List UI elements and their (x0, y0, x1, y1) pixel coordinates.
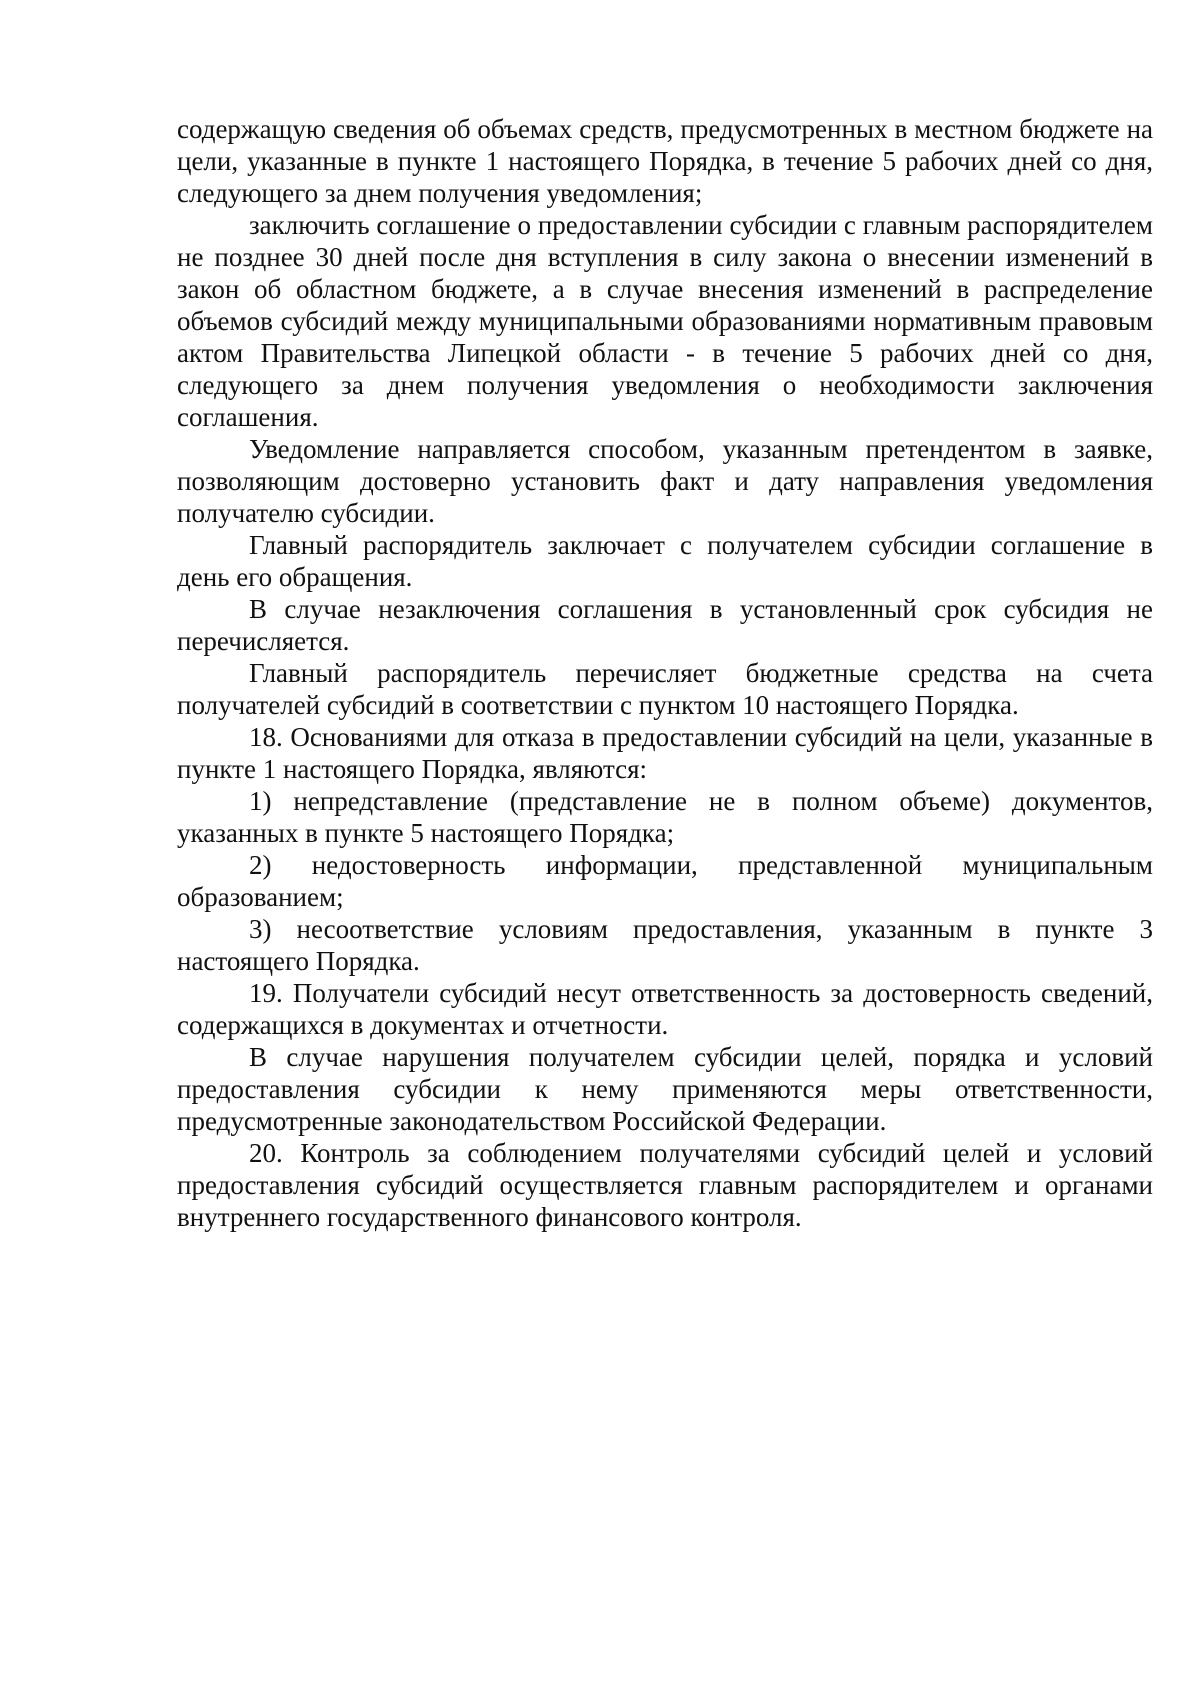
paragraph-no-agreement: В случае незаключения соглашения в установленный срок субсидия не перечисляется. (177, 594, 1153, 656)
paragraph-reason-2: 2) недостоверность информации, представленной муниципальным образованием; (177, 850, 1153, 912)
paragraph-reason-1: 1) непредставление (представление не в полном объеме) документов, указанных в пункте 5 настоящего Порядка; (177, 786, 1153, 848)
document-body (177, 113, 1153, 1233)
paragraph-agreement-day: Главный распорядитель заключает с получателем субсидии соглашение в день его обращения. (177, 530, 1153, 592)
paragraph-continuation: содержащую сведения об объемах средств, предусмотренных в местном бюджете на цели, указанные в пункте 1 настоящего Порядка, в течение 5 рабочих дней со дня, следующего за днем получения уведомления; (177, 114, 1153, 208)
paragraph-transfer: Главный распорядитель перечисляет бюджетные средства на счета получателей субсидий в соответствии с пунктом 10 настоящего Порядка. (177, 658, 1153, 720)
paragraph-item-20: 20. Контроль за соблюдением получателями субсидий целей и условий предоставления субсидий осуществляется главным распорядителем и органами внутреннего государственного финансового контроля. (177, 1138, 1153, 1232)
paragraph-agreement: заключить соглашение о предоставлении субсидии с главным распорядителем не позднее 30 дней после дня вступления в силу закона о внесении изменений в закон об областном бюджете, а в случае внесения изменений в распределение объемов субсидий между муниципальными образованиями нормативным правовым актом Правительства Липецкой области - в течение 5 рабочих дней со дня, следующего за днем получения уведомления о необходимости заключения соглашения. (177, 210, 1153, 432)
paragraph-violation: В случае нарушения получателем субсидии целей, порядка и условий предоставления субсидии к нему применяются меры ответственности, предусмотренные законодательством Российской Федерации. (177, 1042, 1153, 1136)
paragraph-item-18: 18. Основаниями для отказа в предоставлении субсидий на цели, указанные в пункте 1 настоящего Порядка, являются: (177, 722, 1153, 784)
paragraph-reason-3: 3) несоответствие условиям предоставления, указанным в пункте 3 настоящего Порядка. (177, 914, 1153, 976)
paragraph-notification: Уведомление направляется способом, указанным претендентом в заявке, позволяющим достоверно установить факт и дату направления уведомления получателю субсидии. (177, 434, 1153, 528)
paragraph-item-19: 19. Получатели субсидий несут ответственность за достоверность сведений, содержащихся в документах и отчетности. (177, 978, 1153, 1040)
